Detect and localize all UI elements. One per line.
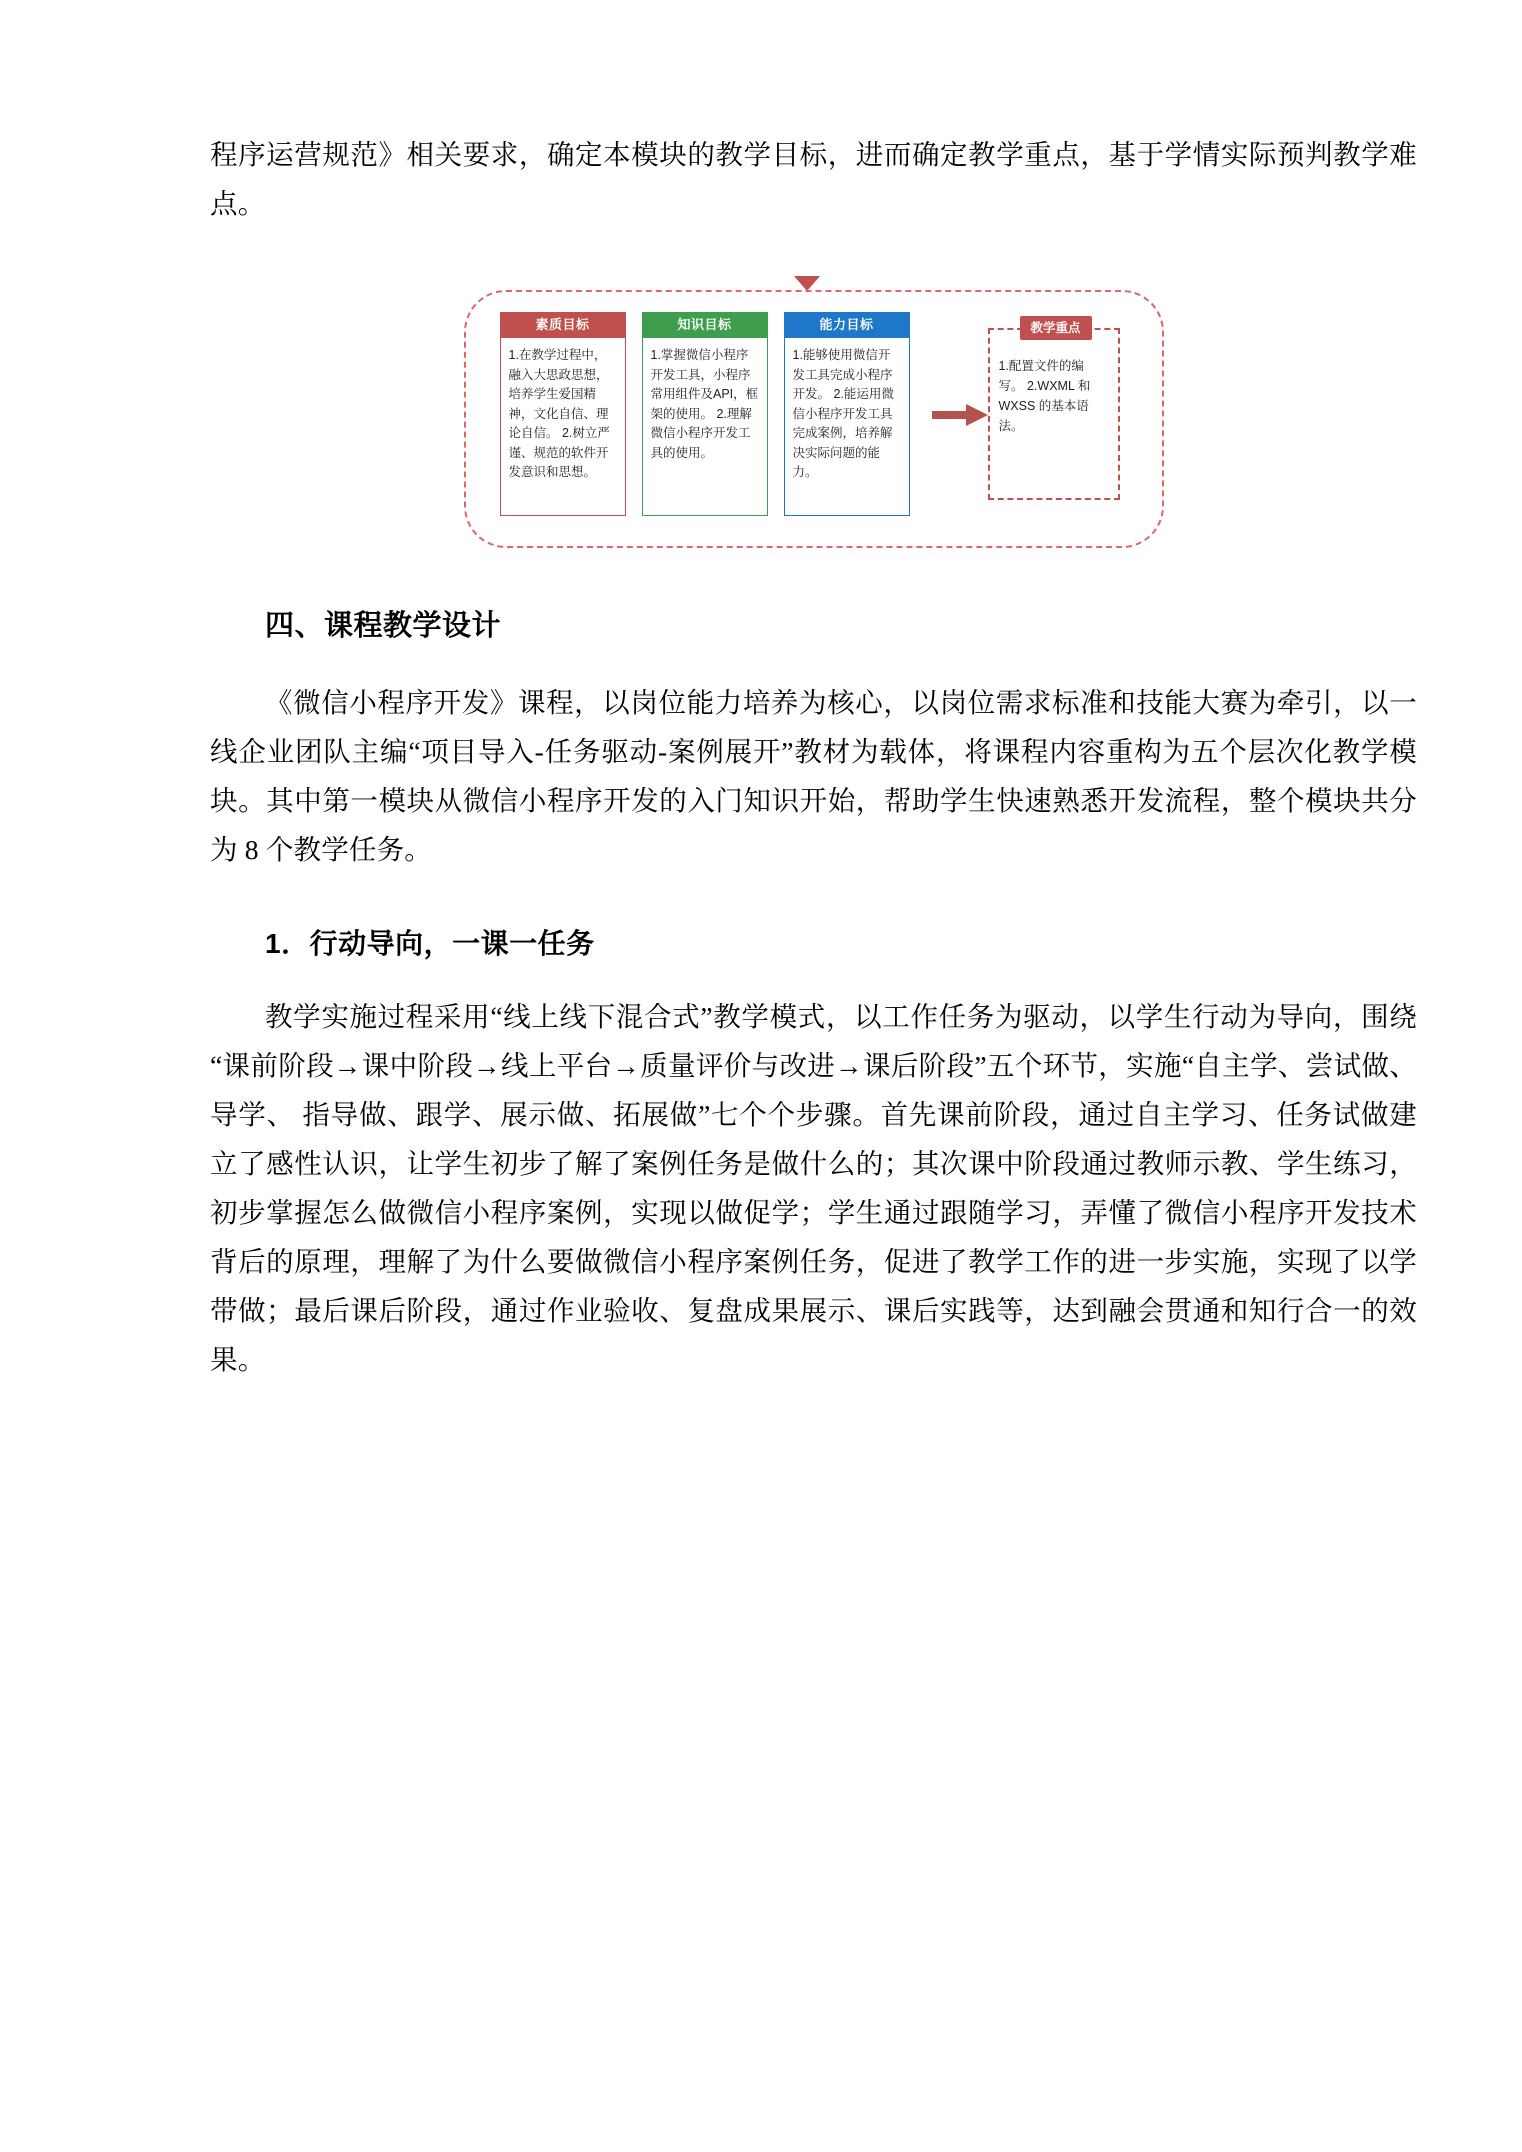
paragraph-course-design: 《微信小程序开发》课程，以岗位能力培养为核心，以岗位需求标准和技能大赛为牵引，以一线企业团队主编“项目导入-任务驱动-案例展开”教材为载体，将课程内容重构为五个层次化教学模块。其中第一模块从微信小程序开发的入门知识开始，帮助学生快速熟悉开发流程，整个模块共分为 8 个教学任务。 [210,687,1417,865]
sub-heading: 1．行动导向，一课一任务 [265,928,595,959]
paragraph-intro: 程序运营规范》相关要求，确定本模块的教学目标，进而确定教学重点，基于学情实际预判教学难点。 [210,139,1417,219]
card-quality-title: 素质目标 [500,312,626,338]
card-ability-objective [784,312,910,516]
right-arrow-icon [932,404,988,426]
objective-cards [500,312,910,516]
teaching-focus-title: 教学重点 [1020,316,1092,340]
card-quality-body: 1.在教学过程中，融入大思政思想，培养学生爱国精神，文化自信、理论自信。 2.树立严谨、规范的软件开发意识和思想。 [500,338,626,516]
top-arrow-icon [794,276,820,291]
spacer-2 [210,962,1417,992]
spacer [210,644,1417,678]
paragraph-implementation: 教学实施过程采用“线上线下混合式”教学模式，以工作任务为驱动，以学生行动为导向，围绕 “课前阶段→课中阶段→线上平台→质量评价与改进→课后阶段”五个环节，实施“自主学、尝试做、导学、 指导做、跟学、展示做、拓展做”七个个步骤。首先课前阶段，通过自主学习、任务试做建立了感性认识，让学生初步了解了案例任务是做什么的；其次课中阶段通过教师示教、学生练习，初步掌握怎么做微信小程序案例，实现以做促学；学生通过跟随学习，弄懂了微信小程序开发技术背后的原理，理解了为什么要做微信小程序案例任务，促进了教学工作的进一步实施，实现了以学带做；最后课后阶段，通过作业验收、复盘成果展示、课后实践等，达到融会贯通和知行合一的效果。 [210,1001,1417,1375]
card-knowledge-title: 知识目标 [642,312,768,338]
teaching-focus-body: 1.配置文件的编写。 2.WXML 和 WXSS 的基本语法。 [998,359,1091,433]
card-quality-objective [500,312,626,516]
teaching-objectives-figure [210,276,1417,551]
teaching-focus-box [988,328,1120,500]
section-heading: 四、课程教学设计 [265,610,502,642]
card-ability-body: 1.能够使用微信开发工具完成小程序开发。 2.能运用微信小程序开发工具完成案例，培养解决实际问题的能力。 [784,338,910,516]
card-ability-title: 能力目标 [784,312,910,338]
card-knowledge-objective [642,312,768,516]
card-knowledge-body: 1.掌握微信小程序开发工具，小程序常用组件及API，框架的使用。 2.理解微信小程序开发工具的使用。 [642,338,768,516]
